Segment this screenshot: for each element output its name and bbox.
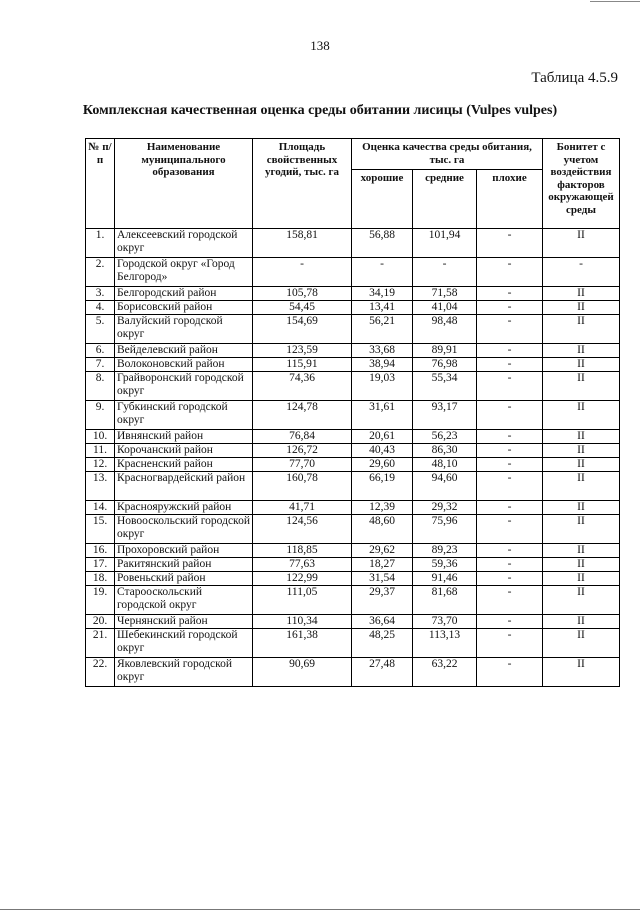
medium-value: 48,10 [413,458,477,472]
table-row [86,501,620,515]
bonitet-value: II [543,315,620,344]
row-number: 4. [86,301,115,315]
municipality-name: Вейделевский район [115,344,253,358]
table-row [86,301,620,315]
bonitet-value: II [543,358,620,372]
good-value: 29,60 [352,458,413,472]
table-body [86,229,620,687]
row-number: 20. [86,615,115,629]
medium-value: 71,58 [413,287,477,301]
header-num: № п/п [86,139,115,229]
municipality-name: Валуйский городской округ [115,315,253,344]
medium-value: 41,04 [413,301,477,315]
good-value: 48,60 [352,515,413,544]
municipality-name: Грайворонский городской округ [115,372,253,401]
table-row [86,615,620,629]
medium-value: - [413,258,477,287]
good-value: 33,68 [352,344,413,358]
bonitet-value: II [543,472,620,501]
table-row [86,658,620,687]
bonitet-value: II [543,401,620,430]
table-number: Таблица 4.5.9 [531,70,618,86]
table-row [86,458,620,472]
medium-value: 63,22 [413,658,477,687]
bad-value: - [477,372,543,401]
municipality-name: Старооскольский городской округ [115,586,253,615]
row-number: 10. [86,430,115,444]
header-name: Наименование муниципального образования [115,139,253,229]
bonitet-value: II [543,558,620,572]
table-row [86,258,620,287]
medium-value: 81,68 [413,586,477,615]
bad-value: - [477,430,543,444]
medium-value: 91,46 [413,572,477,586]
page-number: 138 [310,38,330,53]
municipality-name: Борисовский район [115,301,253,315]
row-number: 21. [86,629,115,658]
bad-value: - [477,401,543,430]
row-number: 12. [86,458,115,472]
bonitet-value: II [543,372,620,401]
table-row [86,315,620,344]
area-value: 90,69 [253,658,352,687]
area-value: - [253,258,352,287]
area-value: 76,84 [253,430,352,444]
header-bonitet: Бонитет с учетом воздействия факторов окружающей среды [543,139,620,229]
area-value: 105,78 [253,287,352,301]
table-row [86,544,620,558]
area-value: 115,91 [253,358,352,372]
bad-value: - [477,615,543,629]
medium-value: 76,98 [413,358,477,372]
row-number: 3. [86,287,115,301]
bad-value: - [477,358,543,372]
area-value: 74,36 [253,372,352,401]
good-value: - [352,258,413,287]
area-value: 126,72 [253,444,352,458]
municipality-name: Новооскольский городской округ [115,515,253,544]
area-value: 111,05 [253,586,352,615]
row-number: 2. [86,258,115,287]
bad-value: - [477,315,543,344]
municipality-name: Ивнянский район [115,430,253,444]
bad-value: - [477,572,543,586]
municipality-name: Губкинский городской округ [115,401,253,430]
bad-value: - [477,287,543,301]
header-good: хорошие [352,170,413,229]
top-rule [590,1,640,2]
area-value: 77,63 [253,558,352,572]
good-value: 29,62 [352,544,413,558]
bonitet-value: II [543,658,620,687]
row-number: 16. [86,544,115,558]
bad-value: - [477,558,543,572]
area-value: 158,81 [253,229,352,258]
municipality-name: Ровеньский район [115,572,253,586]
medium-value: 101,94 [413,229,477,258]
bad-value: - [477,586,543,615]
good-value: 48,25 [352,629,413,658]
row-number: 1. [86,229,115,258]
bonitet-value: II [543,515,620,544]
medium-value: 73,70 [413,615,477,629]
bonitet-value: II [543,444,620,458]
area-value: 77,70 [253,458,352,472]
habitat-assessment-table [85,138,620,687]
municipality-name: Красногвардейский район [115,472,253,501]
table-row [86,586,620,615]
table-row [86,444,620,458]
medium-value: 89,23 [413,544,477,558]
bad-value: - [477,444,543,458]
good-value: 56,21 [352,315,413,344]
row-number: 15. [86,515,115,544]
municipality-name: Волоконовский район [115,358,253,372]
row-number: 7. [86,358,115,372]
medium-value: 98,48 [413,315,477,344]
area-value: 41,71 [253,501,352,515]
medium-value: 55,34 [413,372,477,401]
bad-value: - [477,658,543,687]
table-row [86,572,620,586]
good-value: 20,61 [352,430,413,444]
table-row [86,372,620,401]
row-number: 8. [86,372,115,401]
table-title: Комплексная качественная оценка среды обитании лисицы (Vulpes vulpes) [82,103,558,118]
bonitet-value: - [543,258,620,287]
bad-value: - [477,301,543,315]
row-number: 22. [86,658,115,687]
table-row [86,401,620,430]
medium-value: 59,36 [413,558,477,572]
row-number: 11. [86,444,115,458]
good-value: 27,48 [352,658,413,687]
header-quality: Оценка качества среды обитания, тыс. га [352,139,543,170]
medium-value: 75,96 [413,515,477,544]
good-value: 40,43 [352,444,413,458]
bonitet-value: II [543,629,620,658]
good-value: 29,37 [352,586,413,615]
header-area: Площадь свойственных угодий, тыс. га [253,139,352,229]
municipality-name: Краснояружский район [115,501,253,515]
good-value: 18,27 [352,558,413,572]
medium-value: 93,17 [413,401,477,430]
table-row [86,515,620,544]
bad-value: - [477,472,543,501]
bonitet-value: II [543,572,620,586]
table-row [86,430,620,444]
good-value: 34,19 [352,287,413,301]
row-number: 17. [86,558,115,572]
area-value: 154,69 [253,315,352,344]
bad-value: - [477,458,543,472]
good-value: 31,61 [352,401,413,430]
bonitet-value: II [543,544,620,558]
medium-value: 113,13 [413,629,477,658]
table-row [86,629,620,658]
good-value: 13,41 [352,301,413,315]
bonitet-value: II [543,344,620,358]
row-number: 14. [86,501,115,515]
good-value: 36,64 [352,615,413,629]
municipality-name: Яковлевский городской округ [115,658,253,687]
bonitet-value: II [543,615,620,629]
area-value: 110,34 [253,615,352,629]
table-row [86,287,620,301]
area-value: 161,38 [253,629,352,658]
bad-value: - [477,229,543,258]
municipality-name: Шебекинский городской округ [115,629,253,658]
area-value: 160,78 [253,472,352,501]
good-value: 56,88 [352,229,413,258]
table-row [86,472,620,501]
bonitet-value: II [543,287,620,301]
bonitet-value: II [543,501,620,515]
row-number: 18. [86,572,115,586]
bonitet-value: II [543,586,620,615]
row-number: 13. [86,472,115,501]
municipality-name: Ракитянский район [115,558,253,572]
municipality-name: Красненский район [115,458,253,472]
municipality-name: Городской округ «Город Белгород» [115,258,253,287]
area-value: 122,99 [253,572,352,586]
medium-value: 29,32 [413,501,477,515]
bad-value: - [477,501,543,515]
table-row [86,229,620,258]
medium-value: 94,60 [413,472,477,501]
table-row [86,558,620,572]
bad-value: - [477,344,543,358]
row-number: 19. [86,586,115,615]
bottom-rule [0,909,640,910]
good-value: 66,19 [352,472,413,501]
area-value: 124,78 [253,401,352,430]
bonitet-value: II [543,430,620,444]
medium-value: 86,30 [413,444,477,458]
good-value: 12,39 [352,501,413,515]
row-number: 5. [86,315,115,344]
medium-value: 89,91 [413,344,477,358]
header-medium: средние [413,170,477,229]
row-number: 9. [86,401,115,430]
municipality-name: Корочанский район [115,444,253,458]
good-value: 38,94 [352,358,413,372]
table-row [86,358,620,372]
area-value: 54,45 [253,301,352,315]
table-row [86,344,620,358]
row-number: 6. [86,344,115,358]
good-value: 31,54 [352,572,413,586]
good-value: 19,03 [352,372,413,401]
bonitet-value: II [543,301,620,315]
municipality-name: Чернянский район [115,615,253,629]
medium-value: 56,23 [413,430,477,444]
bad-value: - [477,515,543,544]
area-value: 118,85 [253,544,352,558]
bad-value: - [477,629,543,658]
municipality-name: Белгородский район [115,287,253,301]
municipality-name: Алексеевский городской округ [115,229,253,258]
header-bad: плохие [477,170,543,229]
municipality-name: Прохоровский район [115,544,253,558]
bad-value: - [477,544,543,558]
bonitet-value: II [543,458,620,472]
bad-value: - [477,258,543,287]
area-value: 124,56 [253,515,352,544]
area-value: 123,59 [253,344,352,358]
bonitet-value: II [543,229,620,258]
